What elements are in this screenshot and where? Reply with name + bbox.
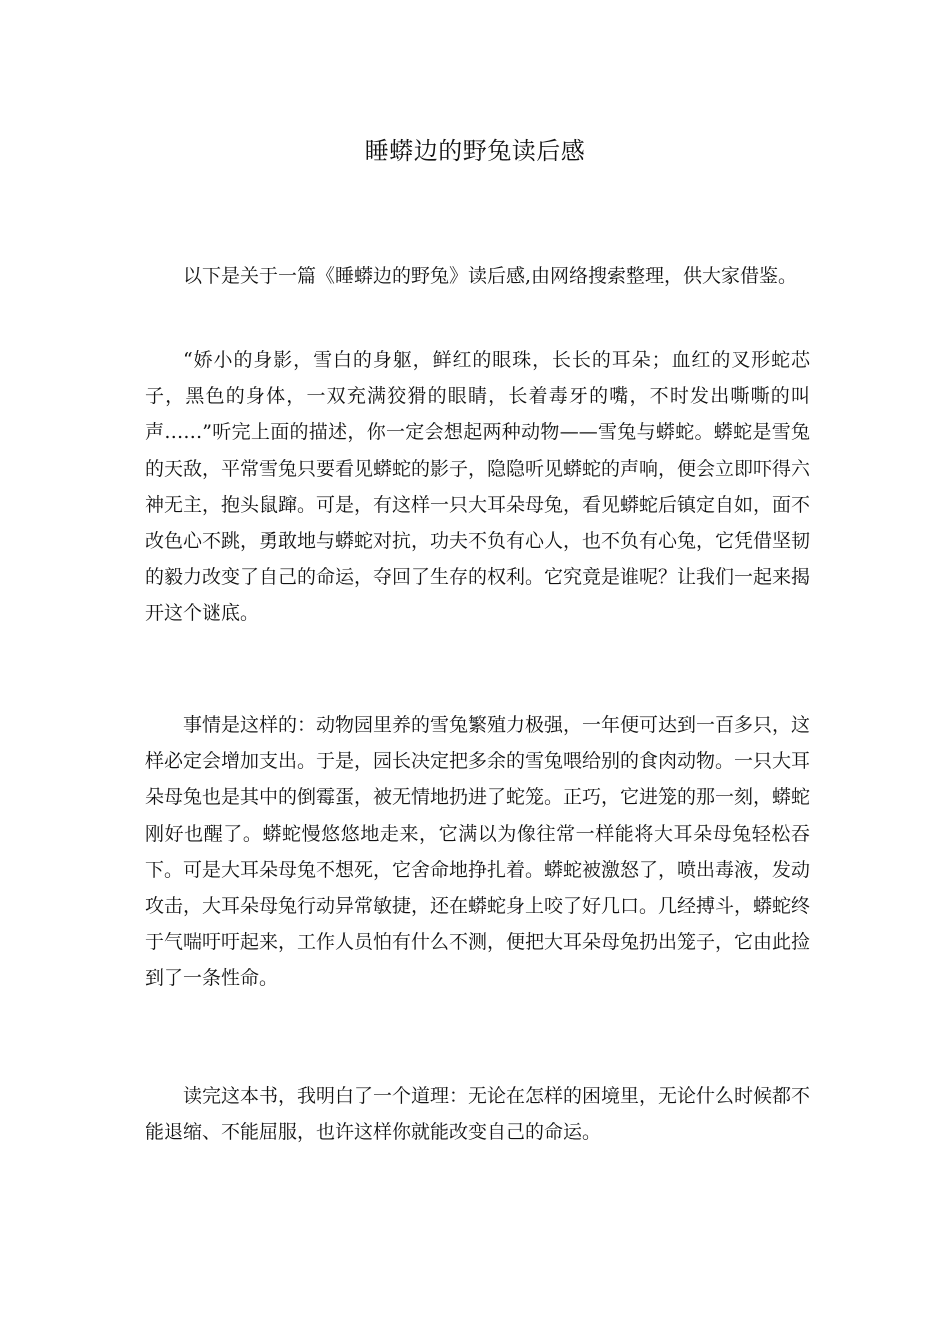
paragraph-description: “娇小的身影，雪白的身躯，鲜红的眼珠，长长的耳朵；血红的叉形蛇芯子，黑色的身体，一双充满狡猾的眼睛，长着毒牙的嘴，不时发出嘶嘶的叫声……”听完上面的描述，你一定会想起两种动物——雪兔与蟒蛇。蟒蛇是雪兔的天敌，平常雪兔只要看见蟒蛇的影子，隐隐听见蟒蛇的声响，便会立即吓得六神无主，抱头鼠蹿。可是，有这样一只大耳朵母兔，看见蟒蛇后镇定自如，面不改色心不跳，勇敢地与蟒蛇对抗，功夫不负有心人，也不负有心兔，它凭借坚韧的毅力改变了自己的命运，夺回了生存的权利。它究竟是谁呢？让我们一起来揭开这个谜底。 (145, 349, 811, 625)
paragraph-conclusion: 读完这本书，我明白了一个道理：无论在怎样的困境里，无论什么时候都不能退缩、不能屈服，也许这样你就能改变自己的命运。 (145, 1085, 811, 1144)
paragraph-story: 事情是这样的：动物园里养的雪兔繁殖力极强，一年便可达到一百多只，这样必定会增加支出。于是，园长决定把多余的雪兔喂给别的食肉动物。一只大耳朵母兔也是其中的倒霉蛋，被无情地扔进了蛇笼。正巧，它进笼的那一刻，蟒蛇刚好也醒了。蟒蛇慢悠悠地走来，它满以为像往常一样能将大耳朵母兔轻松吞下。可是大耳朵母兔不想死，它舍命地挣扎着。蟒蛇被激怒了，喷出毒液，发动攻击，大耳朵母兔行动异常敏捷，还在蟒蛇身上咬了好几口。几经搏斗，蟒蛇终于气喘吁吁起来，工作人员怕有什么不测，便把大耳朵母兔扔出笼子，它由此捡到了一条性命。 (145, 714, 811, 990)
document-title: 睡蟒边的野兔读后感 (364, 137, 586, 165)
paragraph-intro: 以下是关于一篇《睡蟒边的野兔》读后感,由网络搜索整理，供大家借鉴。 (183, 265, 798, 287)
